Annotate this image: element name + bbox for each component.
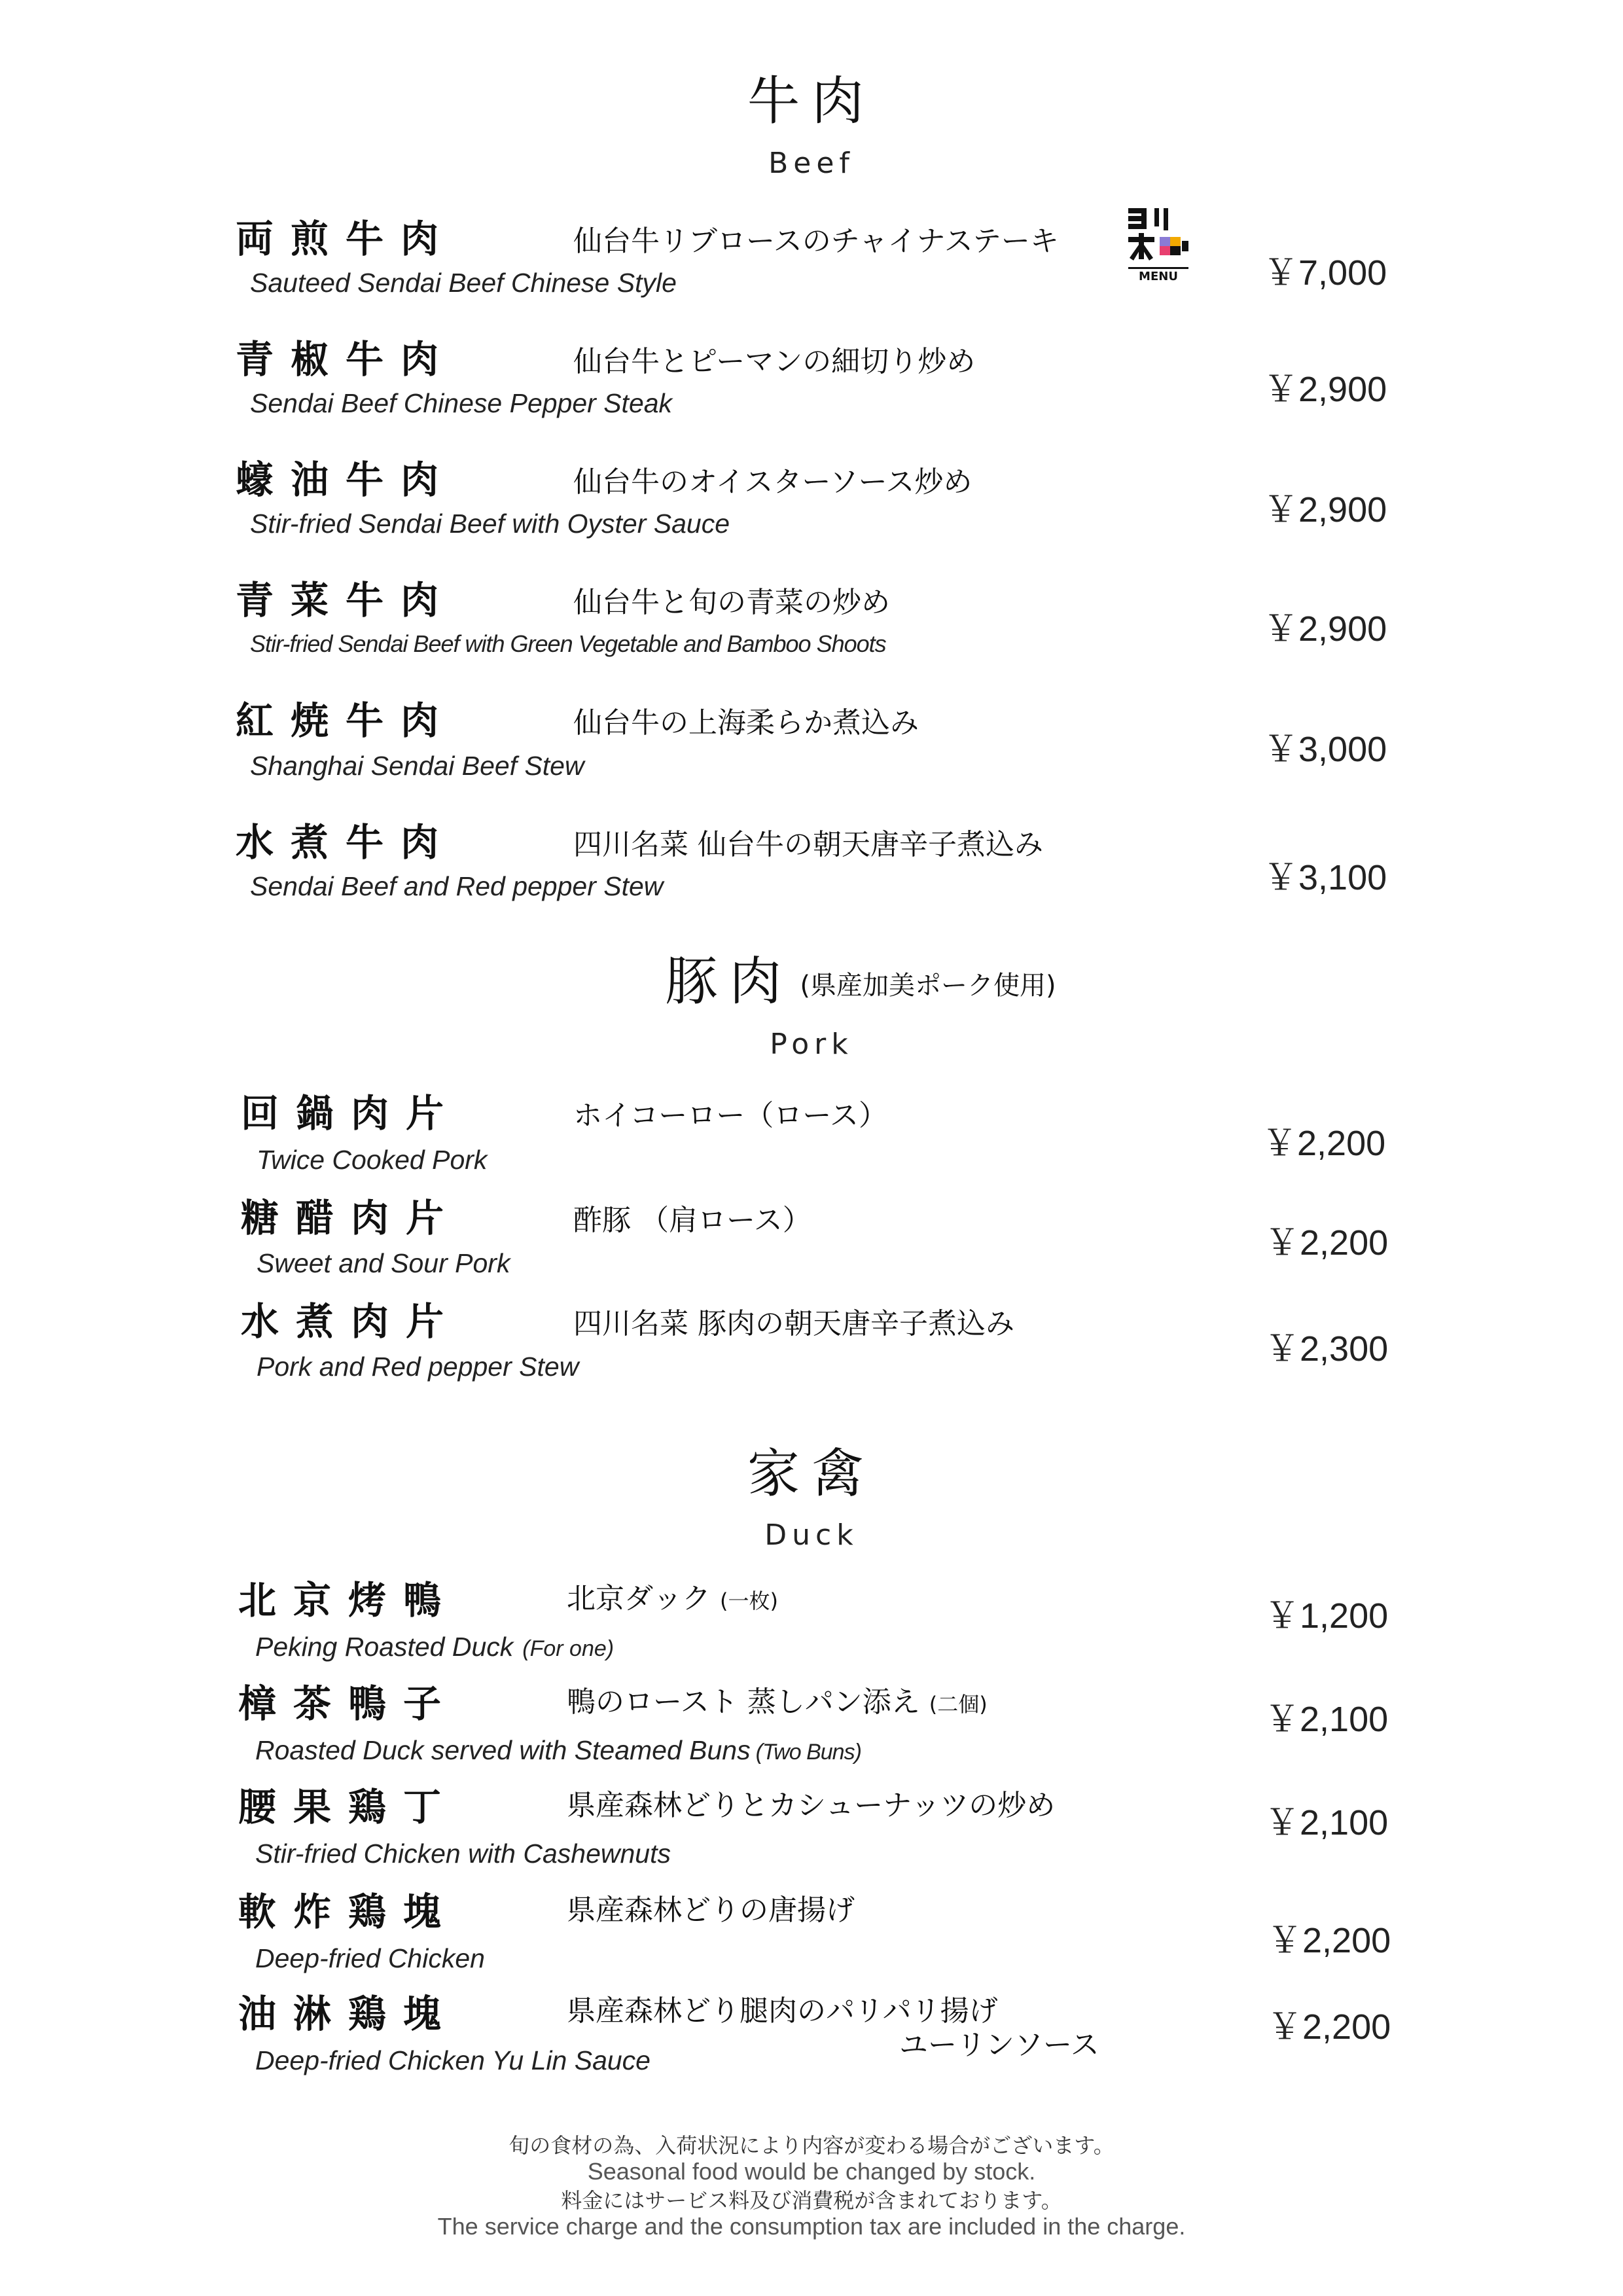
dish-name-jp-text: 鴨のロースト 蒸しパン添え: [567, 1685, 920, 1719]
dish-price: ￥7,000: [1263, 253, 1387, 293]
dish-name-en: [255, 1737, 861, 1764]
dish-price: ￥2,900: [1263, 370, 1387, 409]
section-title-pork-note: (県産加美ポーク使用): [800, 971, 1056, 1001]
footer-seasonal-note-en: Seasonal food would be changed by stock.: [587, 2158, 1036, 2185]
dish-name-en-note: (For one): [522, 1636, 615, 1661]
dish-name-cn: 水煮牛肉: [236, 820, 456, 865]
dish-name-jp: [567, 1686, 988, 1719]
dish-price: ￥2,100: [1264, 1803, 1389, 1842]
dish-name-jp: 県産森林どり腿肉のパリパリ揚げ: [567, 1994, 998, 2028]
dish-name-cn: 油淋鶏塊: [238, 1992, 459, 2036]
dish-name-jp: 仙台牛のオイスターソース炒め: [573, 465, 972, 499]
dish-name-jp-text: 北京ダック: [567, 1582, 711, 1615]
section-title-pork-text: 豚肉: [665, 951, 794, 1012]
dish-price: ￥2,900: [1263, 609, 1387, 649]
dish-name-en: Stir-fried Sendai Beef with Oyster Sauce: [250, 509, 730, 539]
dish-name-en: Twice Cooked Pork: [257, 1145, 488, 1175]
dish-name-jp: [567, 1583, 778, 1616]
dish-price: ￥2,200: [1267, 1921, 1391, 1960]
dish-name-en: Sendai Beef and Red pepper Stew: [250, 871, 664, 901]
dish-name-cn: 青菜牛肉: [236, 578, 456, 622]
dish-price: ￥2,200: [1262, 1124, 1386, 1163]
section-subtitle-poultry: Duck: [764, 1518, 859, 1552]
dish-name-jp: 県産森林どりとカシューナッツの炒め: [567, 1789, 1056, 1822]
dish-name-en: Sweet and Sour Pork: [257, 1248, 510, 1278]
section-title-poultry: 家禽: [747, 1443, 876, 1504]
dish-price: ￥2,200: [1264, 1223, 1389, 1263]
dish-name-cn: 軟炸鶏塊: [238, 1890, 459, 1934]
dish-name-en: Stir-fried Sendai Beef with Green Vegetable and Bamboo Shoots: [250, 630, 886, 657]
footer-service-charge-en: The service charge and the consumption tax are included in the charge.: [437, 2213, 1186, 2240]
dish-price: ￥2,900: [1263, 490, 1387, 529]
dish-price: ￥2,300: [1264, 1329, 1389, 1369]
dish-name-jp: 四川名菜 仙台牛の朝天唐辛子煮込み: [573, 828, 1043, 861]
dish-name-en: Deep-fried Chicken Yu Lin Sauce: [255, 2045, 651, 2075]
special-menu-badge-icon: [1127, 204, 1190, 281]
dish-name-jp: 仙台牛とピーマンの細切り炒め: [573, 345, 976, 378]
dish-name-en-note: (Two Buns): [755, 1740, 861, 1765]
dish-name-en: Pork and Red pepper Stew: [257, 1352, 579, 1382]
section-title-pork: [0, 951, 1623, 1012]
dish-name-en: Deep-fried Chicken: [255, 1943, 485, 1973]
dish-name-cn: 腰果鶏丁: [238, 1785, 459, 1829]
dish-price: ￥2,200: [1267, 2007, 1391, 2047]
dish-name-jp: 酢豚 （肩ロース）: [573, 1204, 812, 1237]
dish-name-jp: ホイコーロー（ロース）: [573, 1099, 888, 1132]
dish-price: ￥1,200: [1264, 1596, 1389, 1636]
dish-name-cn: 北京烤鴨: [238, 1578, 459, 1623]
dish-name-en-text: Roasted Duck served with Steamed Buns: [255, 1735, 751, 1765]
dish-name-jp: 仙台牛の上海柔らか煮込み: [573, 706, 919, 740]
dish-name-en: Sendai Beef Chinese Pepper Steak: [250, 388, 673, 418]
dish-name-cn: 回鍋肉片: [241, 1091, 461, 1136]
dish-name-jp: 県産森林どりの唐揚げ: [567, 1893, 855, 1927]
dish-name-cn: 糖醋肉片: [241, 1196, 461, 1240]
dish-name-en: Stir-fried Chicken with Cashewnuts: [255, 1839, 671, 1869]
dish-name-cn: 紅焼牛肉: [236, 698, 456, 743]
dish-price: ￥3,000: [1263, 730, 1387, 769]
dish-name-jp-note: (一枚): [720, 1588, 778, 1613]
footer-service-charge-jp: 料金にはサービス料及び消費税が含まれております。: [561, 2188, 1062, 2213]
dish-name-en: Sauteed Sendai Beef Chinese Style: [250, 268, 677, 298]
dish-name-en: Shanghai Sendai Beef Stew: [250, 751, 584, 781]
dish-name-cn: 青椒牛肉: [236, 337, 456, 382]
dish-name-cn: 両煎牛肉: [236, 217, 456, 261]
dish-name-jp-note: (二個): [929, 1692, 988, 1717]
dish-name-jp-line2: ユーリンソース: [899, 2028, 1099, 2062]
section-title-beef: 牛肉: [747, 71, 876, 132]
dish-name-en: [255, 1634, 614, 1660]
section-subtitle-beef: Beef: [768, 147, 855, 180]
dish-name-jp: 仙台牛リブロースのチャイナステーキ: [573, 224, 1059, 258]
section-subtitle-pork: Pork: [770, 1028, 853, 1061]
dish-name-cn: 蠔油牛肉: [236, 457, 456, 502]
dish-price: ￥2,100: [1264, 1700, 1389, 1739]
dish-name-cn: 水煮肉片: [241, 1299, 461, 1344]
dish-name-cn: 樟茶鴨子: [238, 1681, 459, 1726]
dish-name-jp: 四川名菜 豚肉の朝天唐辛子煮込み: [573, 1307, 1014, 1340]
dish-name-jp: 仙台牛と旬の青菜の炒め: [573, 586, 890, 619]
dish-name-en-text: Peking Roasted Duck: [255, 1632, 514, 1662]
badge-menu-label: MENU: [1139, 270, 1178, 281]
dish-price: ￥3,100: [1263, 858, 1387, 897]
footer-seasonal-note-jp: 旬の食材の為、入荷状況により内容が変わる場合がございます。: [508, 2133, 1115, 2158]
